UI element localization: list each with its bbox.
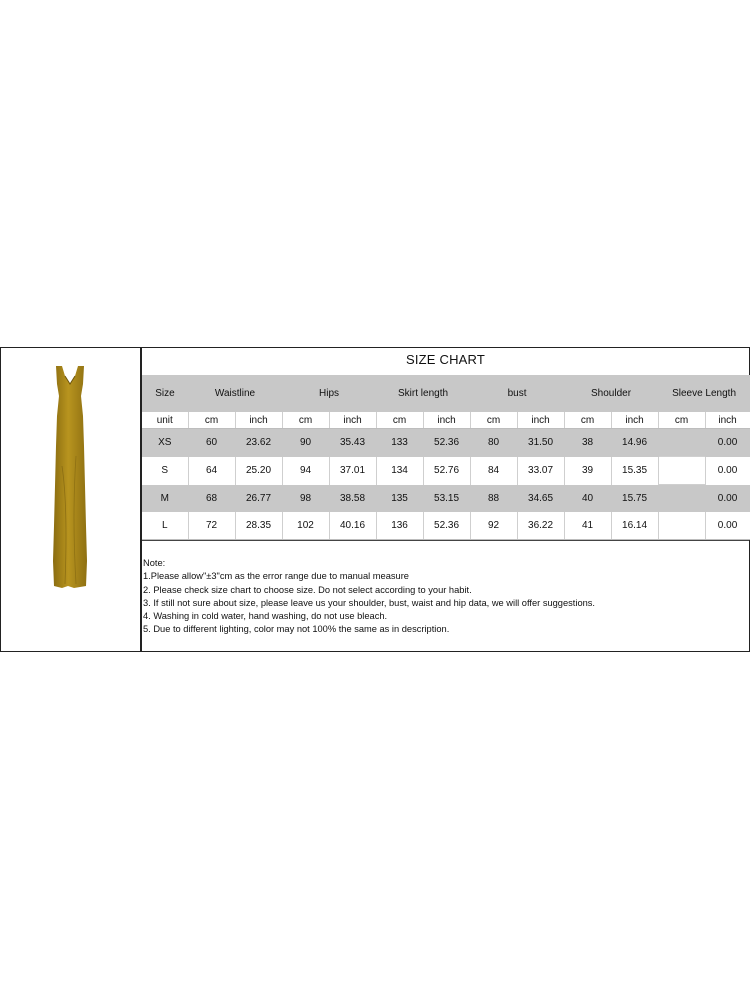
frame-left-border — [0, 347, 1, 652]
header-hips: Hips — [282, 375, 376, 412]
table-cell: 68 — [188, 485, 235, 513]
header-skirt-length: Skirt length — [376, 375, 470, 412]
unit-cell: inch — [423, 412, 470, 429]
table-cell: 25.20 — [235, 457, 282, 485]
table-cell: 37.01 — [329, 457, 376, 485]
unit-cell: inch — [517, 412, 564, 429]
table-cell: 40 — [564, 485, 611, 513]
unit-cell: unit — [142, 412, 188, 429]
table-cell: 52.36 — [423, 512, 470, 540]
table-cell: 15.75 — [611, 485, 658, 513]
table-cell: 38 — [564, 429, 611, 457]
table-cell — [658, 512, 705, 540]
unit-cell: inch — [705, 412, 750, 429]
note-heading: Note: — [143, 558, 166, 568]
table-cell: 0.00 — [705, 429, 750, 457]
unit-row — [142, 412, 750, 429]
table-cell: M — [142, 485, 188, 513]
table-cell: 92 — [470, 512, 517, 540]
table-cell: 98 — [282, 485, 329, 513]
table-cell: 36.22 — [517, 512, 564, 540]
header-bust: bust — [470, 375, 564, 412]
table-cell: 52.36 — [423, 429, 470, 457]
table-cell: 0.00 — [705, 512, 750, 540]
table-row — [142, 485, 750, 513]
table-bottom-rule — [142, 540, 749, 541]
table-cell: 80 — [470, 429, 517, 457]
table-cell: 16.14 — [611, 512, 658, 540]
table-cell: 35.43 — [329, 429, 376, 457]
unit-cell: cm — [658, 412, 705, 429]
table-row — [142, 429, 750, 457]
dress-photo — [10, 356, 130, 591]
table-cell: 23.62 — [235, 429, 282, 457]
table-row — [142, 512, 750, 540]
unit-cell: inch — [235, 412, 282, 429]
table-cell: 33.07 — [517, 457, 564, 485]
note-line: 1.Please allow"±3"cm as the error range due to manual measure — [143, 571, 409, 582]
table-cell: 15.35 — [611, 457, 658, 485]
table-cell: 136 — [376, 512, 423, 540]
header-size: Size — [142, 375, 188, 412]
table-cell: 38.58 — [329, 485, 376, 513]
table-cell: 134 — [376, 457, 423, 485]
notes-block — [143, 557, 743, 637]
note-line: 2. Please check size chart to choose size. Do not select according to your habit. — [143, 584, 472, 595]
header-sleeve-length: Sleeve Length — [658, 375, 750, 412]
table-cell: 26.77 — [235, 485, 282, 513]
note-line: 4. Washing in cold water, hand washing, do not use bleach. — [143, 611, 388, 622]
table-cell: 60 — [188, 429, 235, 457]
unit-cell: cm — [376, 412, 423, 429]
table-row — [142, 457, 750, 485]
table-cell: 90 — [282, 429, 329, 457]
note-line: 5. Due to different lighting, color may not 100% the same as in description. — [143, 624, 450, 635]
table-cell: 28.35 — [235, 512, 282, 540]
table-cell: 133 — [376, 429, 423, 457]
table-cell: 0.00 — [705, 457, 750, 485]
table-cell: 40.16 — [329, 512, 376, 540]
table-cell — [658, 485, 705, 513]
table-cell: 39 — [564, 457, 611, 485]
table-cell: XS — [142, 429, 188, 457]
table-cell: 41 — [564, 512, 611, 540]
table-cell: 135 — [376, 485, 423, 513]
table-cell: L — [142, 512, 188, 540]
table-cell: 53.15 — [423, 485, 470, 513]
unit-cell: inch — [611, 412, 658, 429]
header-row — [142, 375, 750, 412]
table-cell: 64 — [188, 457, 235, 485]
unit-cell: inch — [329, 412, 376, 429]
unit-cell: cm — [282, 412, 329, 429]
table-cell: S — [142, 457, 188, 485]
unit-cell: cm — [470, 412, 517, 429]
table-cell: 52.76 — [423, 457, 470, 485]
table-cell: 102 — [282, 512, 329, 540]
table-cell: 84 — [470, 457, 517, 485]
note-line: 3. If still not sure about size, please leave us your shoulder, bust, waist and hip data, we will offer suggestions. — [143, 597, 596, 608]
header-waistline: Waistline — [188, 375, 282, 412]
unit-cell: cm — [564, 412, 611, 429]
table-cell: 72 — [188, 512, 235, 540]
unit-cell: cm — [188, 412, 235, 429]
table-cell — [658, 429, 705, 457]
table-cell — [658, 457, 705, 485]
table-cell: 94 — [282, 457, 329, 485]
size-table — [142, 375, 750, 540]
table-cell: 31.50 — [517, 429, 564, 457]
table-cell: 34.65 — [517, 485, 564, 513]
header-shoulder: Shoulder — [564, 375, 658, 412]
table-cell: 88 — [470, 485, 517, 513]
table-cell: 14.96 — [611, 429, 658, 457]
size-chart-title: SIZE CHART — [405, 352, 486, 367]
table-cell: 0.00 — [705, 485, 750, 513]
